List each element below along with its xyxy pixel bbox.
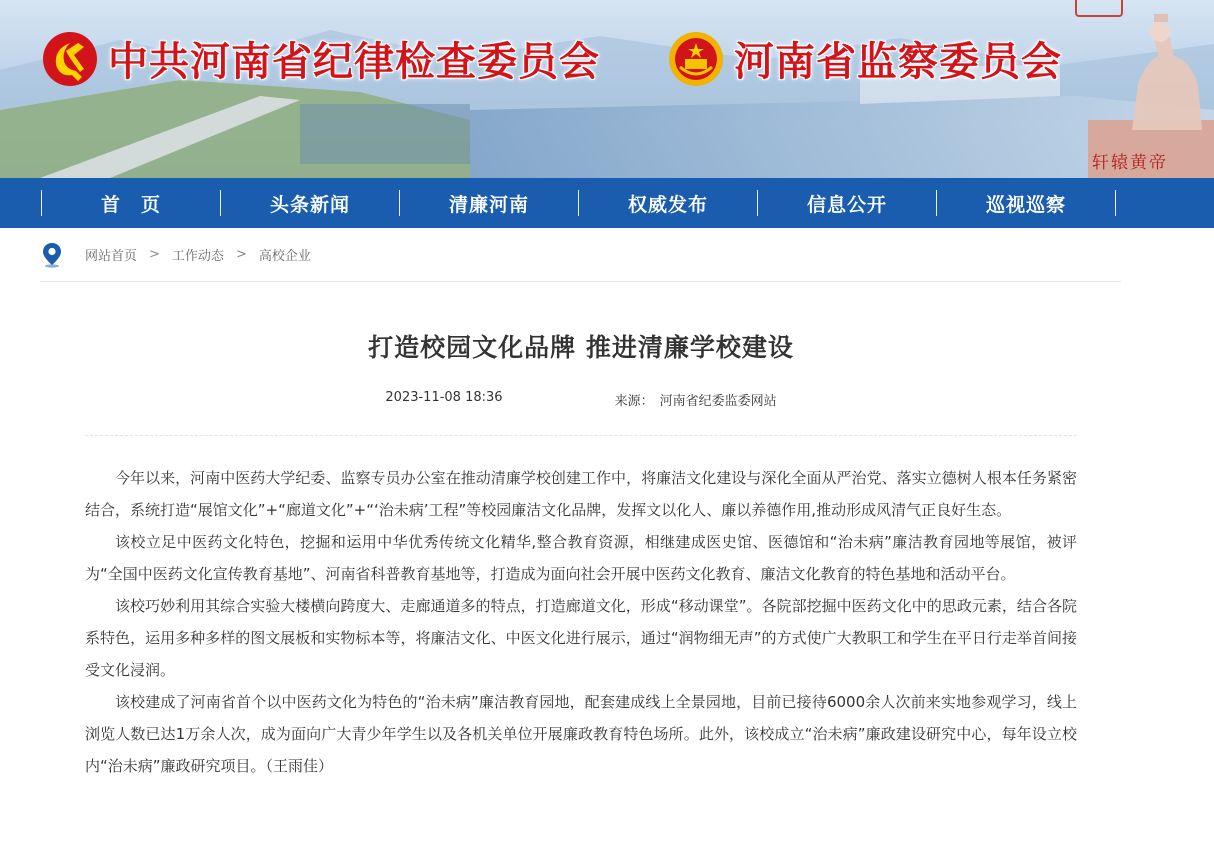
nav-item-clean-henan[interactable]: 清廉河南 <box>448 193 529 216</box>
party-discipline-committee-name: 中共河南省纪律检查委员会 <box>108 38 600 85</box>
nav-divider <box>578 190 579 216</box>
breadcrumb-home-link[interactable]: 网站首页 <box>85 249 138 264</box>
party-discipline-logo-group[interactable] <box>42 30 600 87</box>
nav-divider <box>41 190 42 216</box>
nav-item-headlines[interactable]: 头条新闻 <box>269 193 350 216</box>
nav-divider <box>1115 190 1116 216</box>
location-pin-icon <box>40 242 64 268</box>
nav-item-home[interactable]: 首 页 <box>100 193 161 216</box>
breadcrumb-separator: > <box>149 247 160 262</box>
article-paragraph: 今年以来，河南中医药大学纪委、监察专员办公室在推动清廉学校创建工作中，将廉洁文化建设与深化全面从严治党、落实立德树人根本任务紧密结合，系统打造“展馆文化”+“廊道文化”+“‘治未病’工程”等校园廉洁文化品牌，发挥文以化人、廉以养德作用,推动形成风清气正良好生态。 <box>85 469 1077 519</box>
article-source: 河南省纪委监委网站 <box>659 394 777 409</box>
banner-landscape-image <box>0 0 1214 178</box>
breadcrumb-work-news-link[interactable]: 工作动态 <box>171 249 224 264</box>
article-date: 2023-11-08 18:36 <box>385 390 503 405</box>
article-title: 打造校园文化品牌 推进清廉学校建设 <box>368 333 794 362</box>
article-meta <box>85 390 1077 436</box>
article-paragraph: 该校巧妙利用其综合实验大楼横向跨度大、走廊通道多的特点，打造廊道文化，形成“移动课堂”。各院部挖掘中医药文化中的思政元素，结合各院系特色，运用多种多样的图文展板和实物标本等，将廉洁文化、中医文化进行展示，通过“润物细无声”的方式使广大教职工和学生在平日行走举首间接受文化浸润。 <box>85 597 1077 679</box>
national-emblem-icon <box>668 31 724 87</box>
supervision-committee-name: 河南省监察委员会 <box>734 38 1062 85</box>
main-nav <box>0 178 1214 228</box>
supervision-logo-group[interactable] <box>668 30 1062 87</box>
nav-divider <box>757 190 758 216</box>
nav-divider <box>936 190 937 216</box>
article-body <box>85 462 1077 782</box>
article-source-label: 来源： <box>614 394 654 409</box>
article-paragraph: 该校立足中医药文化特色，挖掘和运用中华优秀传统文化精华,整合教育资源，相继建成医史馆、医德馆和“治未病”廉洁教育园地等展馆，被评为“全国中医药文化宣传教育基地”、河南省科普教育基地等，打造成为面向社会开展中医药文化教育、廉洁文化教育的特色基地和活动平台。 <box>85 533 1077 583</box>
nav-item-disclosure[interactable]: 信息公开 <box>806 193 887 216</box>
nav-item-inspection[interactable]: 巡视巡察 <box>985 193 1066 216</box>
breadcrumb <box>40 228 1121 282</box>
site-header-banner <box>0 0 1214 178</box>
hammer-sickle-emblem-icon <box>42 31 98 87</box>
nav-divider <box>220 190 221 216</box>
breadcrumb-universities-link[interactable]: 高校企业 <box>258 249 311 264</box>
breadcrumb-separator: > <box>235 247 247 262</box>
nav-divider <box>399 190 400 216</box>
nav-item-releases[interactable]: 权威发布 <box>627 193 708 216</box>
article <box>85 282 1077 782</box>
article-paragraph: 该校建成了河南省首个以中医药文化为特色的“治未病”廉洁教育园地，配套建成线上全景园地，目前已接待6000余人次前来实地参观学习，线上浏览人数已达1万余人次，成为面向广大青少年学生以及各机关单位开展廉政教育特色场所。此外，该校成立“治未病”廉政建设研究中心，每年设立校内“治未病”廉政研究项目。（王雨佳） <box>85 693 1077 775</box>
statue-caption: 轩辕黄帝 <box>1092 153 1168 173</box>
